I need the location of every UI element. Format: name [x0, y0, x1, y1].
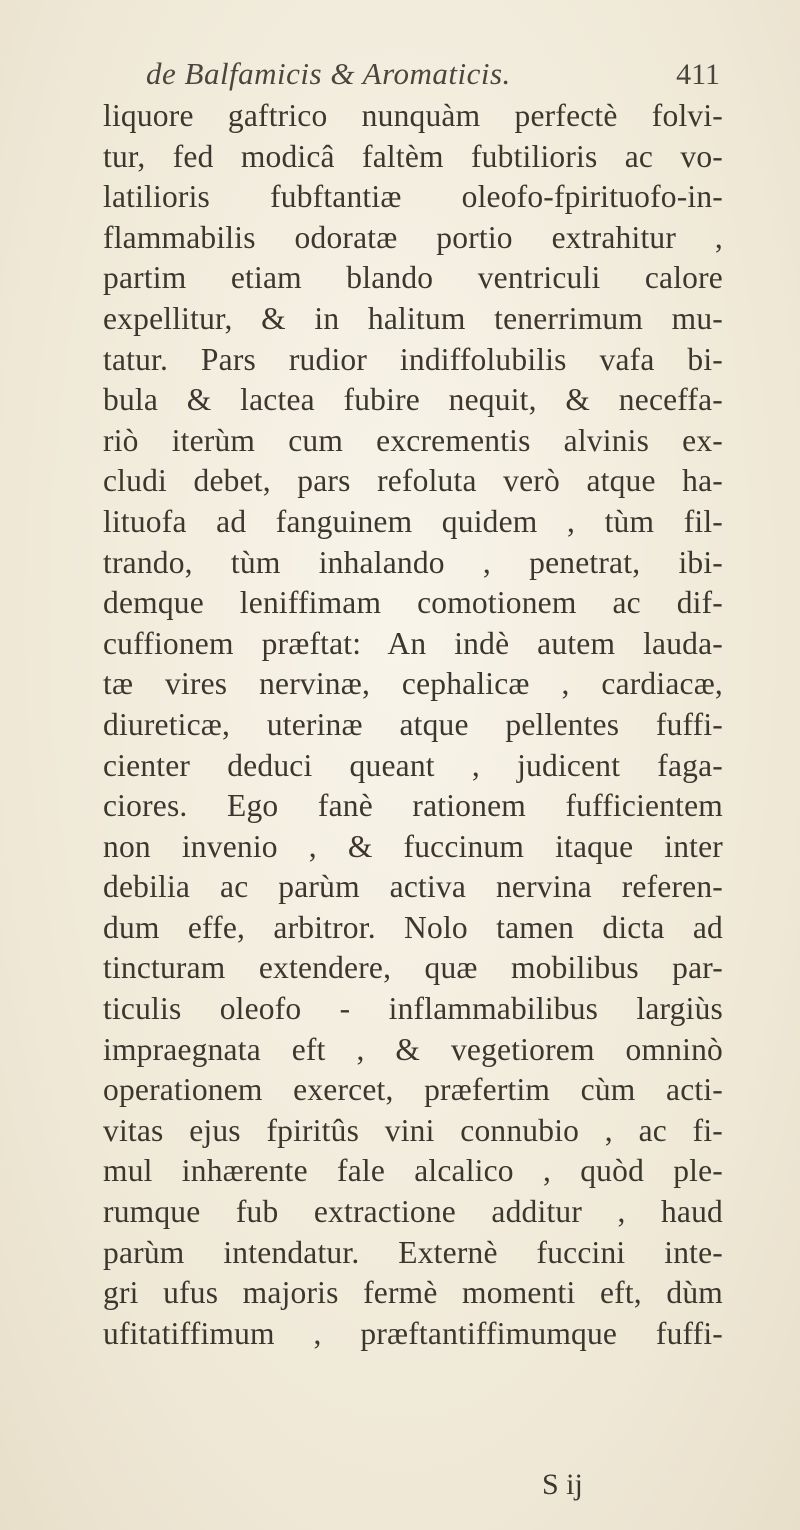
text-line: cuffionem præftat: An indè autem lauda- — [103, 625, 723, 661]
text-line: demque leniffimam comotionem ac dif- — [103, 585, 723, 621]
running-head — [100, 56, 720, 96]
running-title: de Balfamicis & Aromaticis. — [146, 56, 511, 91]
text-line: flammabilis odoratæ portio extrahitur , — [103, 219, 723, 255]
text-line: tatur. Pars rudior indiffolubilis vafa bi- — [103, 341, 723, 377]
text-line: tæ vires nervinæ, cephalicæ , cardiacæ, — [103, 666, 723, 702]
text-line: expellitur, & in halitum tenerrimum mu- — [103, 300, 723, 336]
text-line: cludi debet, pars refoluta verò atque ha- — [103, 463, 723, 499]
text-line: dum effe, arbitror. Nolo tamen dicta ad — [103, 909, 723, 945]
text-line: cienter deduci queant , judicent faga- — [103, 747, 723, 783]
text-line: impraegnata eft , & vegetiorem omninò — [103, 1031, 723, 1067]
text-line: riò iterùm cum excrementis alvinis ex- — [103, 422, 723, 458]
text-line: bula & lactea fubire nequit, & neceffa- — [103, 382, 723, 418]
text-line: tur, fed modicâ faltèm fubtilioris ac vo- — [103, 138, 723, 174]
text-line: trando, tùm inhalando , penetrat, ibi- — [103, 544, 723, 580]
text-line: partim etiam blando ventriculi calore — [103, 260, 723, 296]
text-line: liquore gaftrico nunquàm perfectè folvi- — [103, 98, 723, 133]
body-text — [103, 96, 723, 1354]
text-line: gri ufus majoris fermè momenti eft, dùm — [103, 1275, 723, 1311]
text-line: rumque fub extractione additur , haud — [103, 1194, 723, 1230]
signature-mark: S ij — [542, 1468, 583, 1501]
text-line: latilioris fubftantiæ oleofo-fpirituofo-in- — [103, 179, 723, 215]
text-line: non invenio , & fuccinum itaque inter — [103, 828, 723, 864]
text-line: vitas ejus fpiritûs vini connubio , ac fi- — [103, 1112, 723, 1148]
text-line: mul inhærente fale alcalico , quòd ple- — [103, 1153, 723, 1189]
text-line: ticulis oleofo - inflammabilibus largiùs — [103, 991, 723, 1027]
text-line: ciores. Ego fanè rationem fufficientem — [103, 788, 723, 824]
page-number: 411 — [676, 58, 720, 91]
text-line: ufitatiffimum , præftantiffimumque fuffi- — [103, 1315, 723, 1351]
text-line: debilia ac parùm activa nervina referen- — [103, 869, 723, 905]
text-line: operationem exercet, præfertim cùm acti- — [103, 1072, 723, 1108]
text-line: parùm intendatur. Externè fuccini inte- — [103, 1234, 723, 1270]
text-line: lituofa ad fanguinem quidem , tùm fil- — [103, 503, 723, 539]
text-line: tincturam extendere, quæ mobilibus par- — [103, 950, 723, 986]
text-line: diureticæ, uterinæ atque pellentes fuffi- — [103, 706, 723, 742]
